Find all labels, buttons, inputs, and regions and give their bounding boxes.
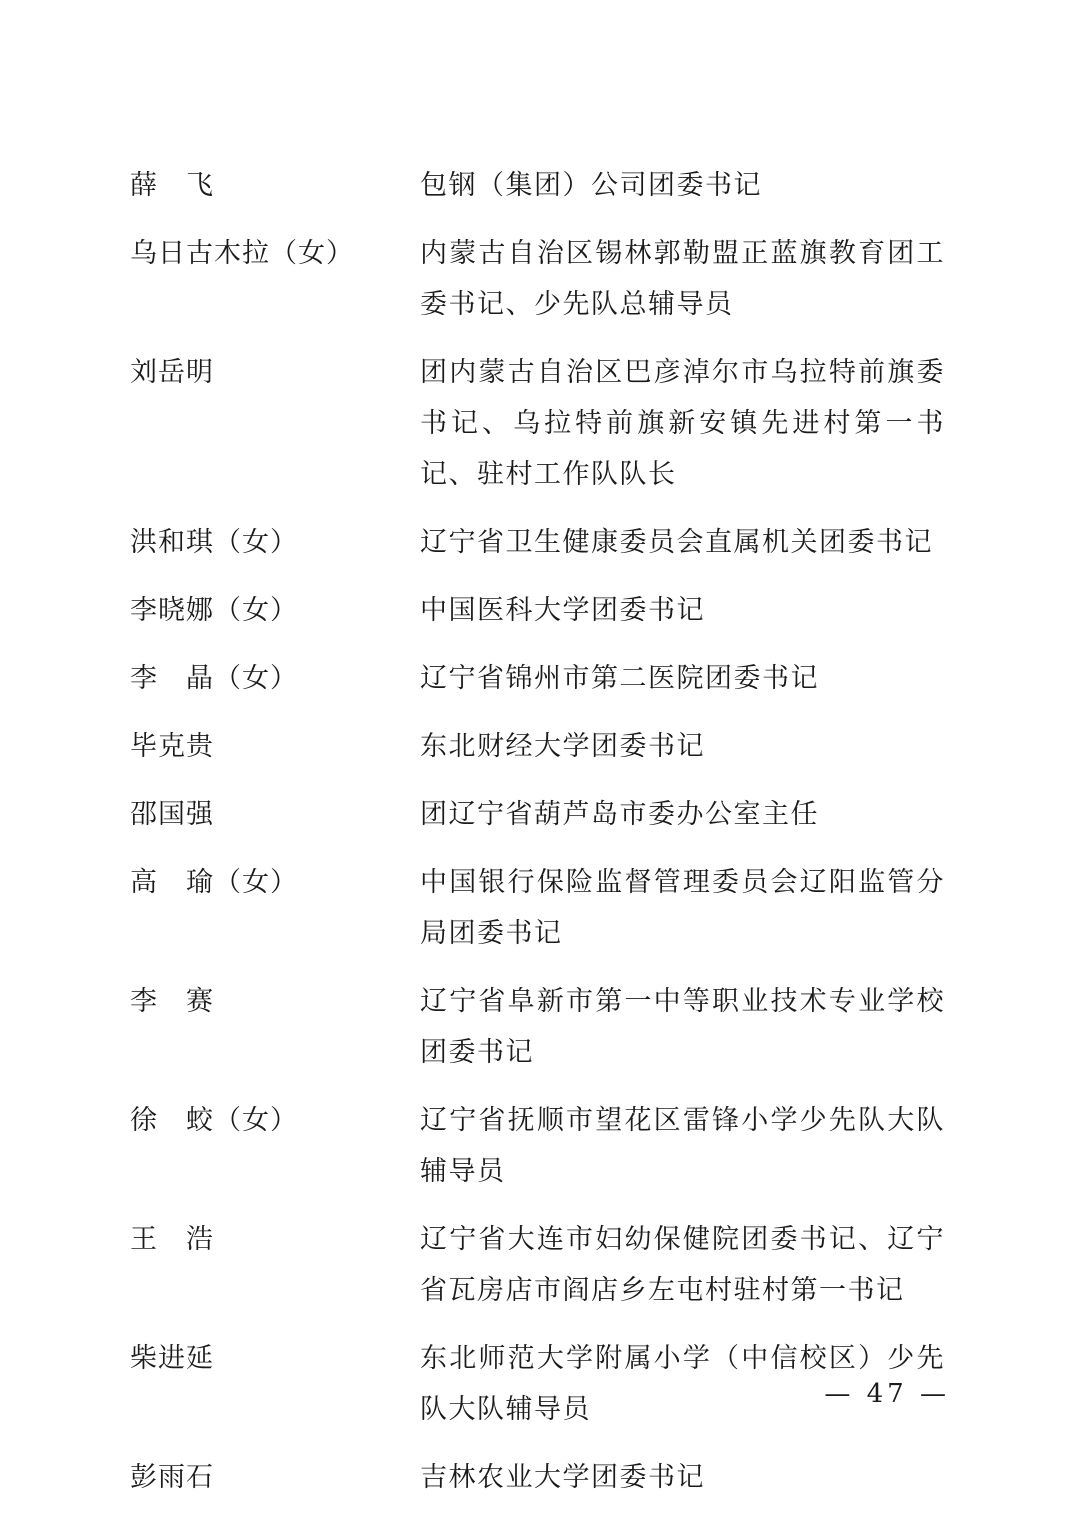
honoree-title: 东北财经大学团委书记 (420, 731, 705, 762)
honoree-title: 中国银行保险监督管理委员会辽阳监管分局团委书记 (420, 867, 945, 949)
honoree-title: 包钢（集团）公司团委书记 (420, 170, 762, 201)
list-item (130, 517, 960, 568)
list-item (130, 653, 960, 704)
honoree-name: 李 晶（女） (130, 663, 298, 694)
list-item (130, 721, 960, 772)
honoree-title: 东北师范大学附属小学（中信校区）少先队大队辅导员 (420, 1343, 945, 1425)
honoree-title: 辽宁省卫生健康委员会直属机关团委书记 (420, 527, 933, 558)
honoree-title: 内蒙古自治区锡林郭勒盟正蓝旗教育团工委书记、少先队总辅导员 (420, 238, 945, 320)
honoree-name: 刘岳明 (130, 357, 214, 388)
honoree-title: 辽宁省阜新市第一中等职业技术专业学校团委书记 (420, 986, 945, 1068)
honoree-name: 邵国强 (130, 799, 214, 830)
list-item (130, 160, 960, 211)
honoree-title: 中国医科大学团委书记 (420, 595, 705, 626)
honoree-name: 彭雨石 (130, 1462, 214, 1493)
honoree-title: 辽宁省大连市妇幼保健院团委书记、辽宁省瓦房店市阎店乡左屯村驻村第一书记 (420, 1224, 945, 1306)
list-item (130, 347, 960, 500)
honoree-title: 辽宁省抚顺市望花区雷锋小学少先队大队辅导员 (420, 1105, 945, 1187)
honoree-title: 辽宁省锦州市第二医院团委书记 (420, 663, 819, 694)
list-item (130, 976, 960, 1078)
honoree-name: 李 赛 (130, 986, 214, 1017)
honoree-name: 柴进延 (130, 1343, 214, 1374)
honoree-name: 洪和琪（女） (130, 527, 298, 558)
honoree-name: 王 浩 (130, 1224, 214, 1255)
list-item (130, 789, 960, 840)
list-item (130, 1452, 960, 1503)
honoree-list (130, 160, 960, 1503)
honoree-name: 高 瑜（女） (130, 867, 298, 898)
page-number: — 47 — (824, 1379, 950, 1409)
honoree-title: 吉林农业大学团委书记 (420, 1462, 705, 1493)
honoree-title: 团内蒙古自治区巴彦淖尔市乌拉特前旗委书记、乌拉特前旗新安镇先进村第一书记、驻村工作队队长 (420, 357, 945, 490)
list-item (130, 1095, 960, 1197)
list-item (130, 1214, 960, 1316)
honoree-name: 李晓娜（女） (130, 595, 298, 626)
list-item (130, 857, 960, 959)
honoree-title: 团辽宁省葫芦岛市委办公室主任 (420, 799, 819, 830)
honoree-name: 乌日古木拉（女） (130, 238, 354, 269)
honoree-name: 徐 蛟（女） (130, 1105, 298, 1136)
honoree-name: 薛 飞 (130, 170, 214, 201)
list-item (130, 228, 960, 330)
list-item (130, 585, 960, 636)
honoree-name: 毕克贵 (130, 731, 214, 762)
